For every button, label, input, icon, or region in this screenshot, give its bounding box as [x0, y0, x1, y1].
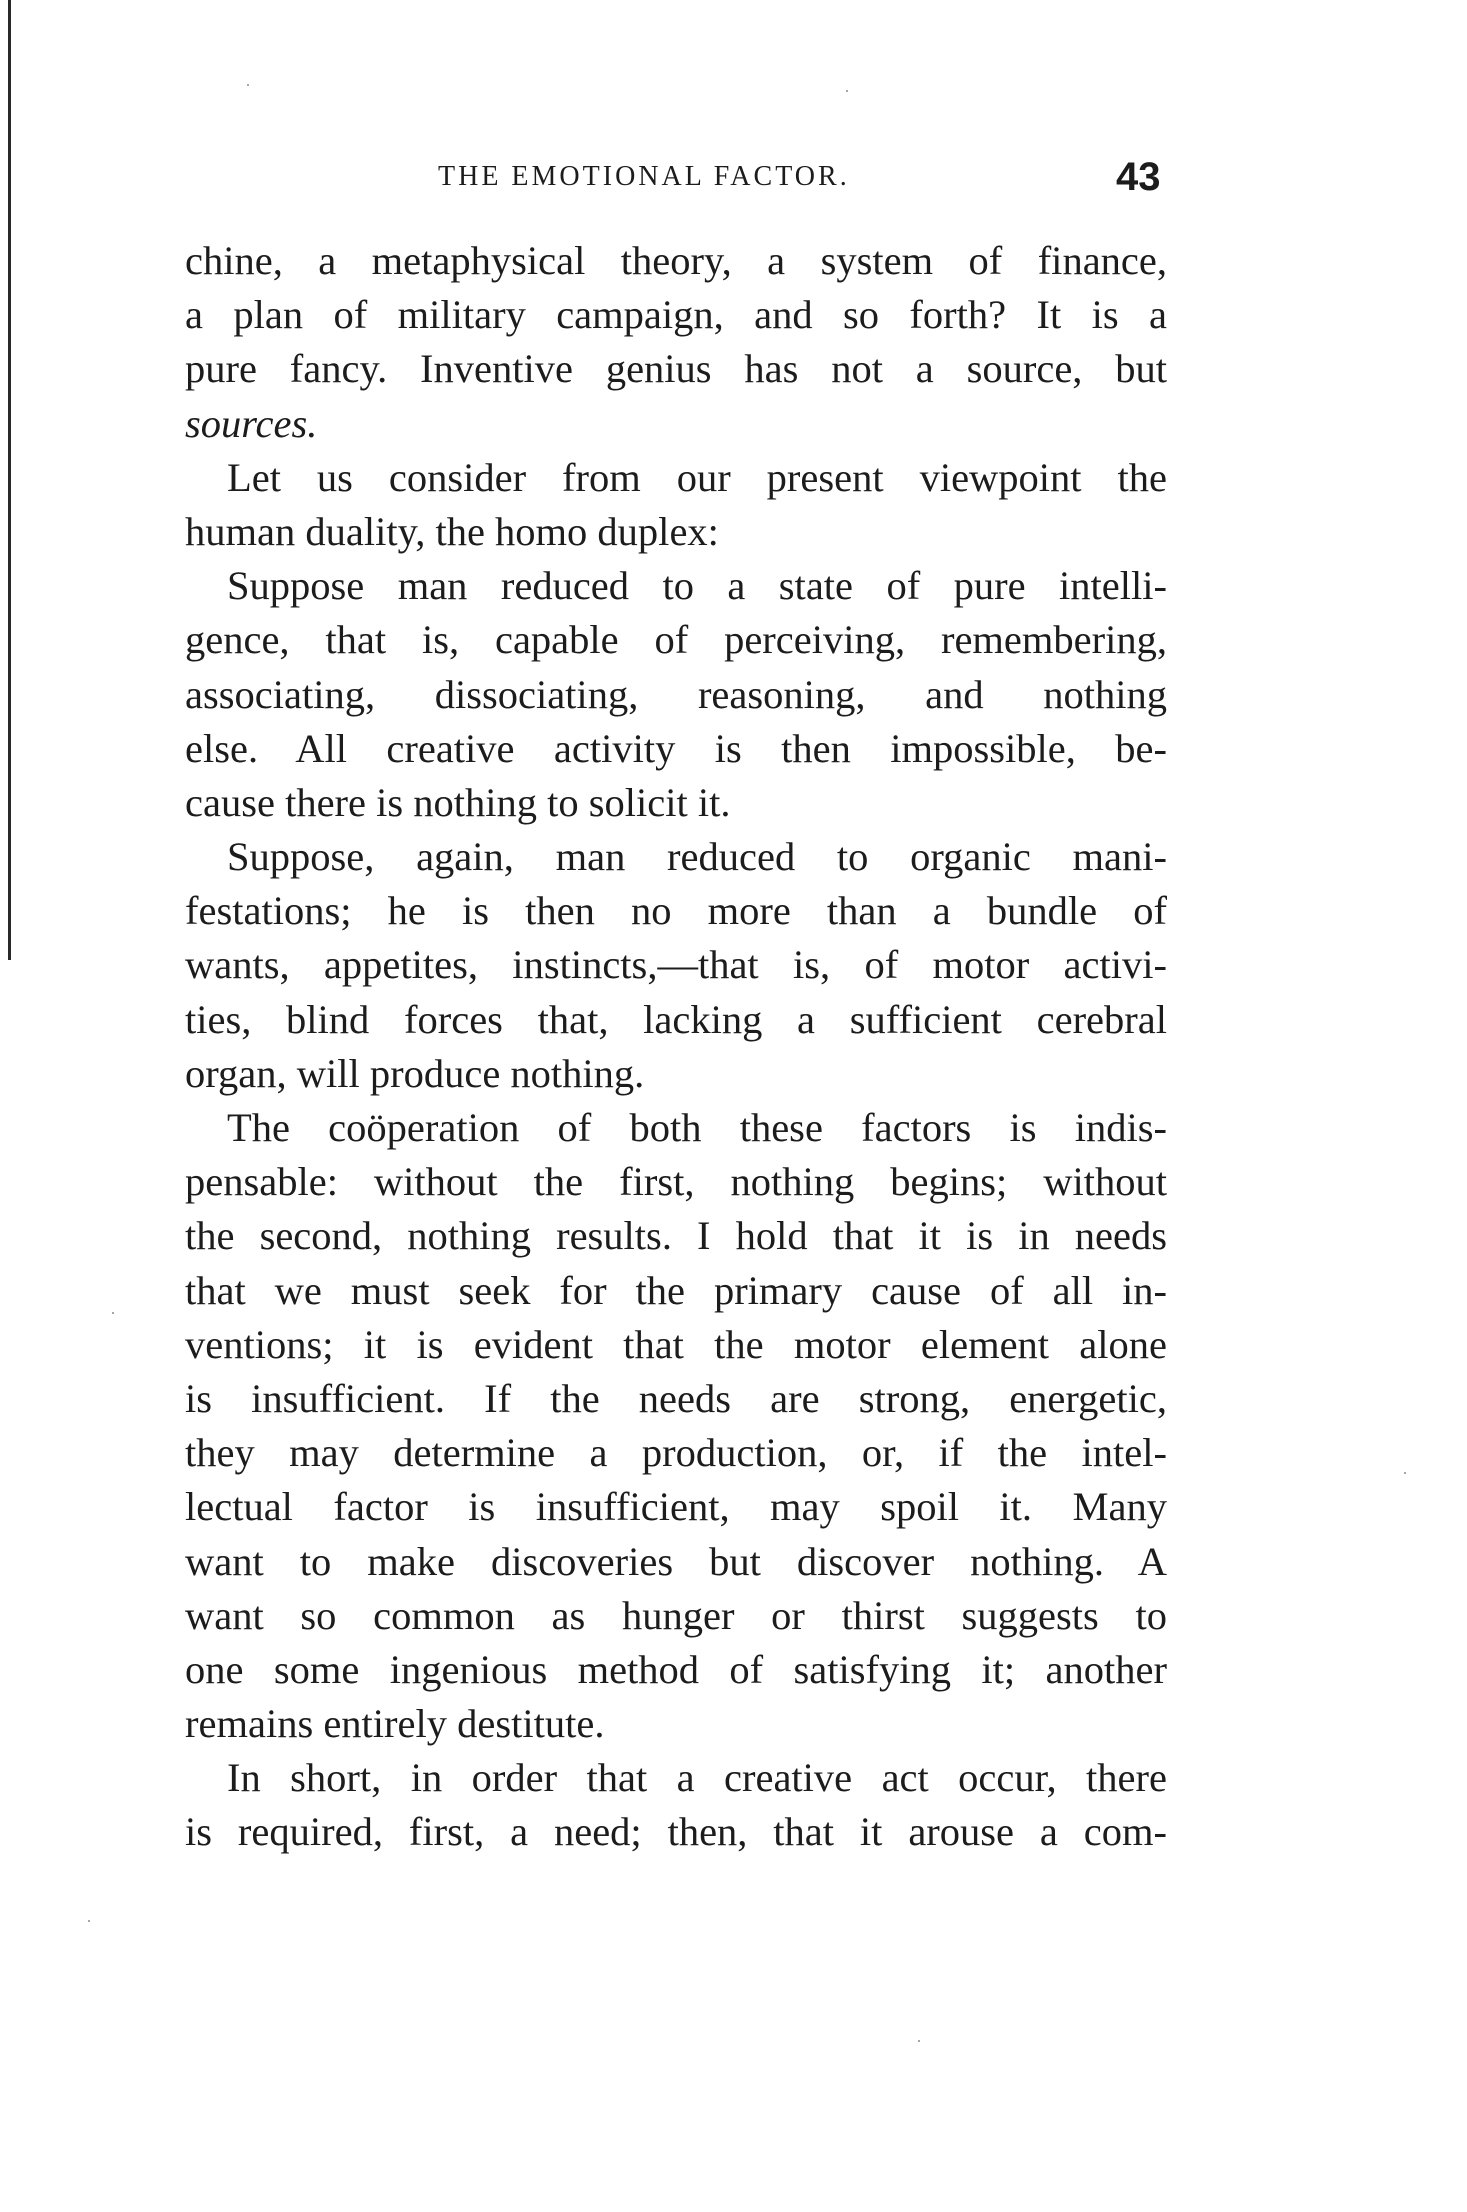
scan-speck — [846, 90, 848, 92]
text-line: cause there is nothing to solicit it. — [185, 779, 731, 825]
text-line: else. All creative activity is then impossible, be- — [185, 725, 1167, 771]
page-number: 43 — [1116, 155, 1161, 199]
text-line: Let us consider from our present viewpoint the — [227, 454, 1167, 500]
text-line: The coöperation of both these factors is indis- — [227, 1105, 1167, 1150]
text-line: a plan of military campaign, and so forth? It is a — [185, 292, 1167, 338]
text-line: human duality, the homo duplex: — [185, 508, 719, 554]
text-line: organ, will produce nothing. — [185, 1050, 645, 1096]
text-line: is insufficient. If the needs are strong, energetic, — [185, 1375, 1167, 1421]
text-line: want so common as hunger or thirst suggests to — [185, 1592, 1167, 1638]
text-line: pure fancy. Inventive genius has not a source, but — [185, 346, 1167, 392]
text-body — [185, 234, 1167, 1860]
text-line: lectual factor is insufficient, may spoil it. Many — [185, 1484, 1167, 1530]
text-line: pensable: without the first, nothing begins; without — [185, 1159, 1167, 1205]
text-line: associating, dissociating, reasoning, and nothing — [185, 671, 1167, 717]
text-line: Suppose, again, man reduced to organic mani- — [227, 834, 1167, 880]
scan-speck — [918, 2040, 920, 2042]
text-line: is required, first, a need; then, that it arouse a com- — [185, 1809, 1167, 1855]
text-line: they may determine a production, or, if the intel- — [185, 1430, 1167, 1476]
text-line: festations; he is then no more than a bundle of — [185, 888, 1167, 934]
text-line: the second, nothing results. I hold that it is in needs — [185, 1213, 1167, 1259]
text-line: Suppose man reduced to a state of pure intelli- — [227, 563, 1167, 609]
running-head — [0, 155, 1467, 215]
text-line: wants, appetites, instincts,—that is, of motor activi- — [185, 942, 1167, 988]
text-line: ties, blind forces that, lacking a sufficient cerebral — [185, 996, 1167, 1042]
text-line: sources. — [185, 400, 318, 446]
text-line: remains entirely destitute. — [185, 1701, 605, 1747]
text-line: chine, a metaphysical theory, a system of finance, — [185, 238, 1167, 283]
scan-speck — [112, 1312, 114, 1314]
running-title: THE EMOTIONAL FACTOR. — [438, 161, 850, 192]
page-binding-edge — [8, 0, 11, 960]
scan-speck — [88, 1920, 90, 1922]
text-line: one some ingenious method of satisfying it; another — [185, 1646, 1167, 1692]
text-line: ventions; it is evident that the motor element alone — [185, 1321, 1167, 1367]
text-line: gence, that is, capable of perceiving, remembering, — [185, 617, 1167, 663]
scan-speck — [1404, 1472, 1406, 1474]
scan-speck — [247, 84, 249, 86]
text-line: In short, in order that a creative act occur, there — [227, 1755, 1167, 1801]
text-line: that we must seek for the primary cause of all in- — [185, 1267, 1167, 1313]
text-line: want to make discoveries but discover nothing. A — [185, 1538, 1167, 1584]
